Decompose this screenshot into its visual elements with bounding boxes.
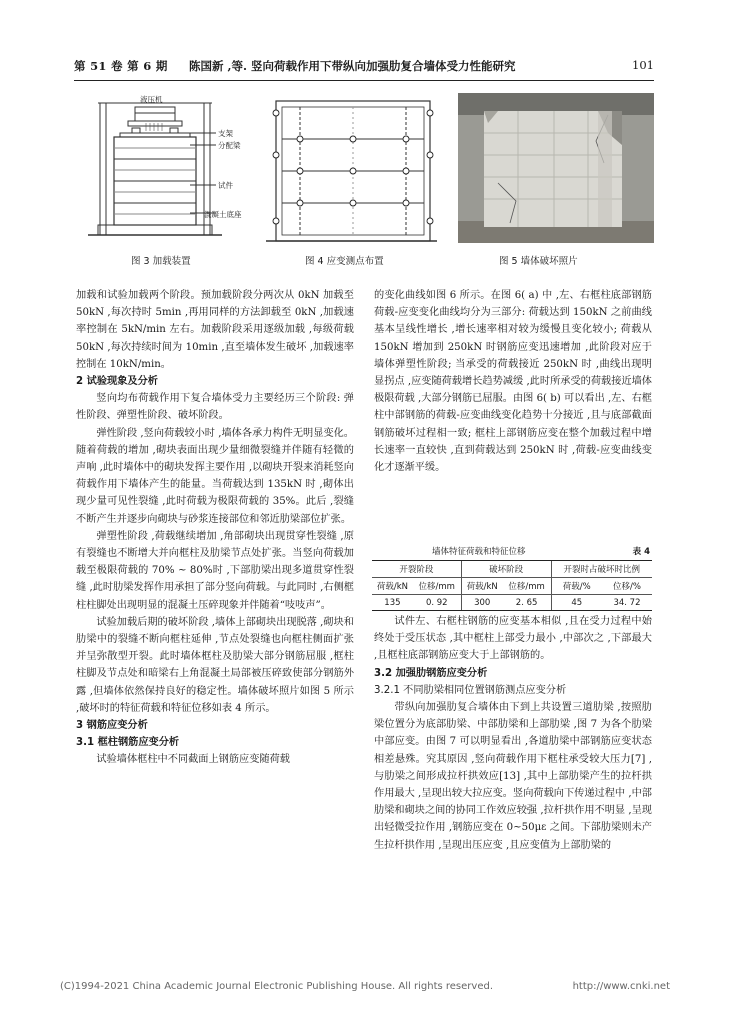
section-heading-2: 2 试验现象及分析: [76, 376, 158, 388]
table-row: [372, 595, 652, 611]
table-title: 墙体特征荷载和特征位移: [432, 547, 526, 557]
table-cell: 2. 65: [503, 595, 551, 611]
figure-3-loading-device: [80, 93, 270, 251]
label-distribution-beam: 分配梁: [218, 141, 241, 150]
table-cell: 34. 72: [602, 595, 652, 611]
label-support: 支架: [218, 129, 233, 138]
running-header: [74, 56, 654, 76]
table-header: 荷载/kN: [461, 578, 502, 595]
page-number: 101: [632, 58, 654, 72]
paragraph: 加载和试验加载两个阶段。预加载阶段分两次从 0kN 加载至 50kN ,每次持时 5min ,再用同样的方法卸载至 0kN ,加载速率控制在 5kN/min 左右。加载阶段采用逐级加载 ,每级荷载 50kN ,每次持续时间为 10min ,直至墙体发生破坏 ,加载速率控制在 10kN/min。: [76, 290, 354, 370]
table-group-header: 破坏阶段: [461, 561, 551, 578]
journal-volume: 第 51 卷 第 6 期: [74, 59, 168, 73]
table-header: 荷载/%: [551, 578, 602, 595]
table-header: 位移/%: [602, 578, 652, 595]
table-cell: 0. 92: [413, 595, 461, 611]
paragraph: 试验加载后期的破坏阶段 ,墙体上部砌块出现脱落 ,砌块和肋梁中的裂缝不断向框柱延伸 ,节点处裂缝也向框柱侧面扩张并呈弥散型开裂。此时墙体框柱及肋梁大部分钢筋屈服 ,框柱柱脚及节点处和暗梁右上角混凝土局部被压碎致使部分钢筋外露 ,但墙体依然保持良好的稳定性。墙体破坏照片如图 5 所示 ,破坏时的特征荷载和特征位移如表 4 所示。: [76, 616, 354, 714]
table-header: 荷载/kN: [372, 578, 413, 595]
subsubsection-heading-3-2-1: 3.2.1 不同肋梁相同位置钢筋测点应变分析: [374, 684, 567, 696]
paragraph: 竖向均布荷载作用下复合墙体受力主要经历三个阶段: 弹性阶段、弹塑性阶段、破坏阶段。: [76, 393, 354, 422]
figure-4-caption: 图 4 应变测点布置: [305, 256, 384, 267]
figure-3-caption: 图 3 加载装置: [131, 256, 191, 267]
figure-5-damage-photo: [458, 93, 654, 243]
paragraph: 弹塑性阶段 ,荷载继续增加 ,角部砌块出现贯穿性裂缝 ,原有裂缝也不断增大并向框柱及肋梁节点处扩张。当竖向荷载加载至极限荷载的 70% ~ 80%时 ,下部肋梁出现多道贯穿性裂缝 ,此时肋梁发挥作用承担了部分竖向荷载。与此同时 ,右侧框柱柱脚处出现明显的混凝土压碎现象并伴随着“吱吱声”。: [76, 530, 354, 611]
section-heading-3: 3 钢筋应变分析: [76, 720, 148, 732]
subsection-heading-3-1: 3.1 框柱钢筋应变分析: [76, 737, 180, 749]
table-cell: 45: [551, 595, 602, 611]
label-jack: 液压机: [140, 95, 163, 104]
header-rule: [74, 80, 654, 81]
table-header: 位移/mm: [503, 578, 551, 595]
left-column: [76, 287, 354, 769]
table-number: 表 4: [632, 547, 650, 557]
right-column-bottom: [374, 613, 652, 854]
label-specimen: 试件: [218, 181, 233, 190]
table-cell: 135: [372, 595, 413, 611]
table-cell: 300: [461, 595, 502, 611]
paragraph: 弹性阶段 ,竖向荷载较小时 ,墙体各承力构件无明显变化。随着荷载的增加 ,砌块表面出现少量细微裂缝并伴随有轻微的声响 ,此时墙体中的砌块发挥主要作用 ,以砌块开裂来消耗竖向荷载作用下墙体产生的能量。当荷载达到 135kN 时 ,砌体出现少量可见性裂缝 ,此时荷载为极限荷载的 35%。此后 ,裂缝不断产生并逐步向砌块与砂浆连接部位和邻近肋梁部位扩张。: [76, 427, 354, 525]
table-header: 位移/mm: [413, 578, 461, 595]
figure-4-strain-layout: [262, 93, 437, 251]
right-column-top: [374, 287, 652, 476]
paragraph: 的变化曲线如图 6 所示。在图 6( a) 中 ,左、右框柱底部钢筋荷载-应变变化曲线均分为三部分: 荷载达到 150kN 之前曲线基本呈线性增长 ,增长速率相对较为缓慢且变化较小; 荷载从 150kN 增加到 250kN 时钢筋应变迅速增加 ,此阶段对应于墙体弹塑性阶段; 当承受的荷载接近 250kN 时 ,曲线出现明显拐点 ,应变随荷载增长趋势减缓 ,此时所承受的荷载接近墙体极限荷载 ,大部分钢筋已屈服。由图 6( b) 可以看出 ,左、右框柱中部钢筋的荷载-应变曲线变化趋势十分接近 ,且与底部截面钢筋破坏过程相一致; 框柱上部钢筋应变在整个加载过程中增长速率一直较快 ,直到荷载达到 250kN 时 ,荷载-应变曲线变化才逐渐平缓。: [374, 290, 652, 474]
table-group-header: 开裂时占破坏时比例: [551, 561, 652, 578]
footer-link[interactable]: http://www.cnki.net: [572, 981, 670, 992]
subsection-heading-3-2: 3.2 加强肋钢筋应变分析: [374, 667, 488, 679]
paragraph: 带纵向加强肋复合墙体由下到上共设置三道肋梁 ,按照肋梁位置分为底部肋梁、中部肋梁和上部肋梁 ,图 7 为各个肋梁中部应变。由图 7 可以明显看出 ,各道肋梁中部钢筋应变状态相差悬殊。究其原因 ,竖向荷载作用下框柱承受较大压力[7] ,与肋梁之间形成拉杆拱效应[13] ,其中上部肋梁产生的拉杆拱作用最大 ,呈现出较大拉应变。竖向荷载向下传递过程中 ,中部肋梁和砌块之间的协同工作效应较强 ,拉杆拱作用不明显 ,呈现出轻微受拉作用 ,钢筋应变在 0~50με 之间。下部肋梁则未产生拉杆拱作用 ,呈现出压应变 ,且应变值为上部肋梁的: [374, 702, 652, 851]
paragraph: 试件左、右框柱钢筋的应变基本相似 ,且在受力过程中始终处于受压状态 ,其中框柱上部受力最小 ,中部次之 ,下部最大 ,且框柱底部钢筋应变大于上部钢筋的。: [374, 616, 652, 662]
footer: [60, 981, 670, 992]
copyright-notice: (C)1994-2021 China Academic Journal Electronic Publishing House. All rights reserved.: [60, 981, 493, 992]
figure-5-caption: 图 5 墙体破坏照片: [499, 256, 578, 267]
table-group-header: 开裂阶段: [372, 561, 461, 578]
label-floor: 混凝土底座: [204, 210, 242, 219]
paragraph: 试验墙体框柱中不同截面上钢筋应变随荷载: [96, 754, 290, 766]
running-title: 陈国新 ,等. 竖向荷载作用下带纵向加强肋复合墙体受力性能研究: [189, 59, 516, 73]
table-4: [372, 545, 652, 611]
